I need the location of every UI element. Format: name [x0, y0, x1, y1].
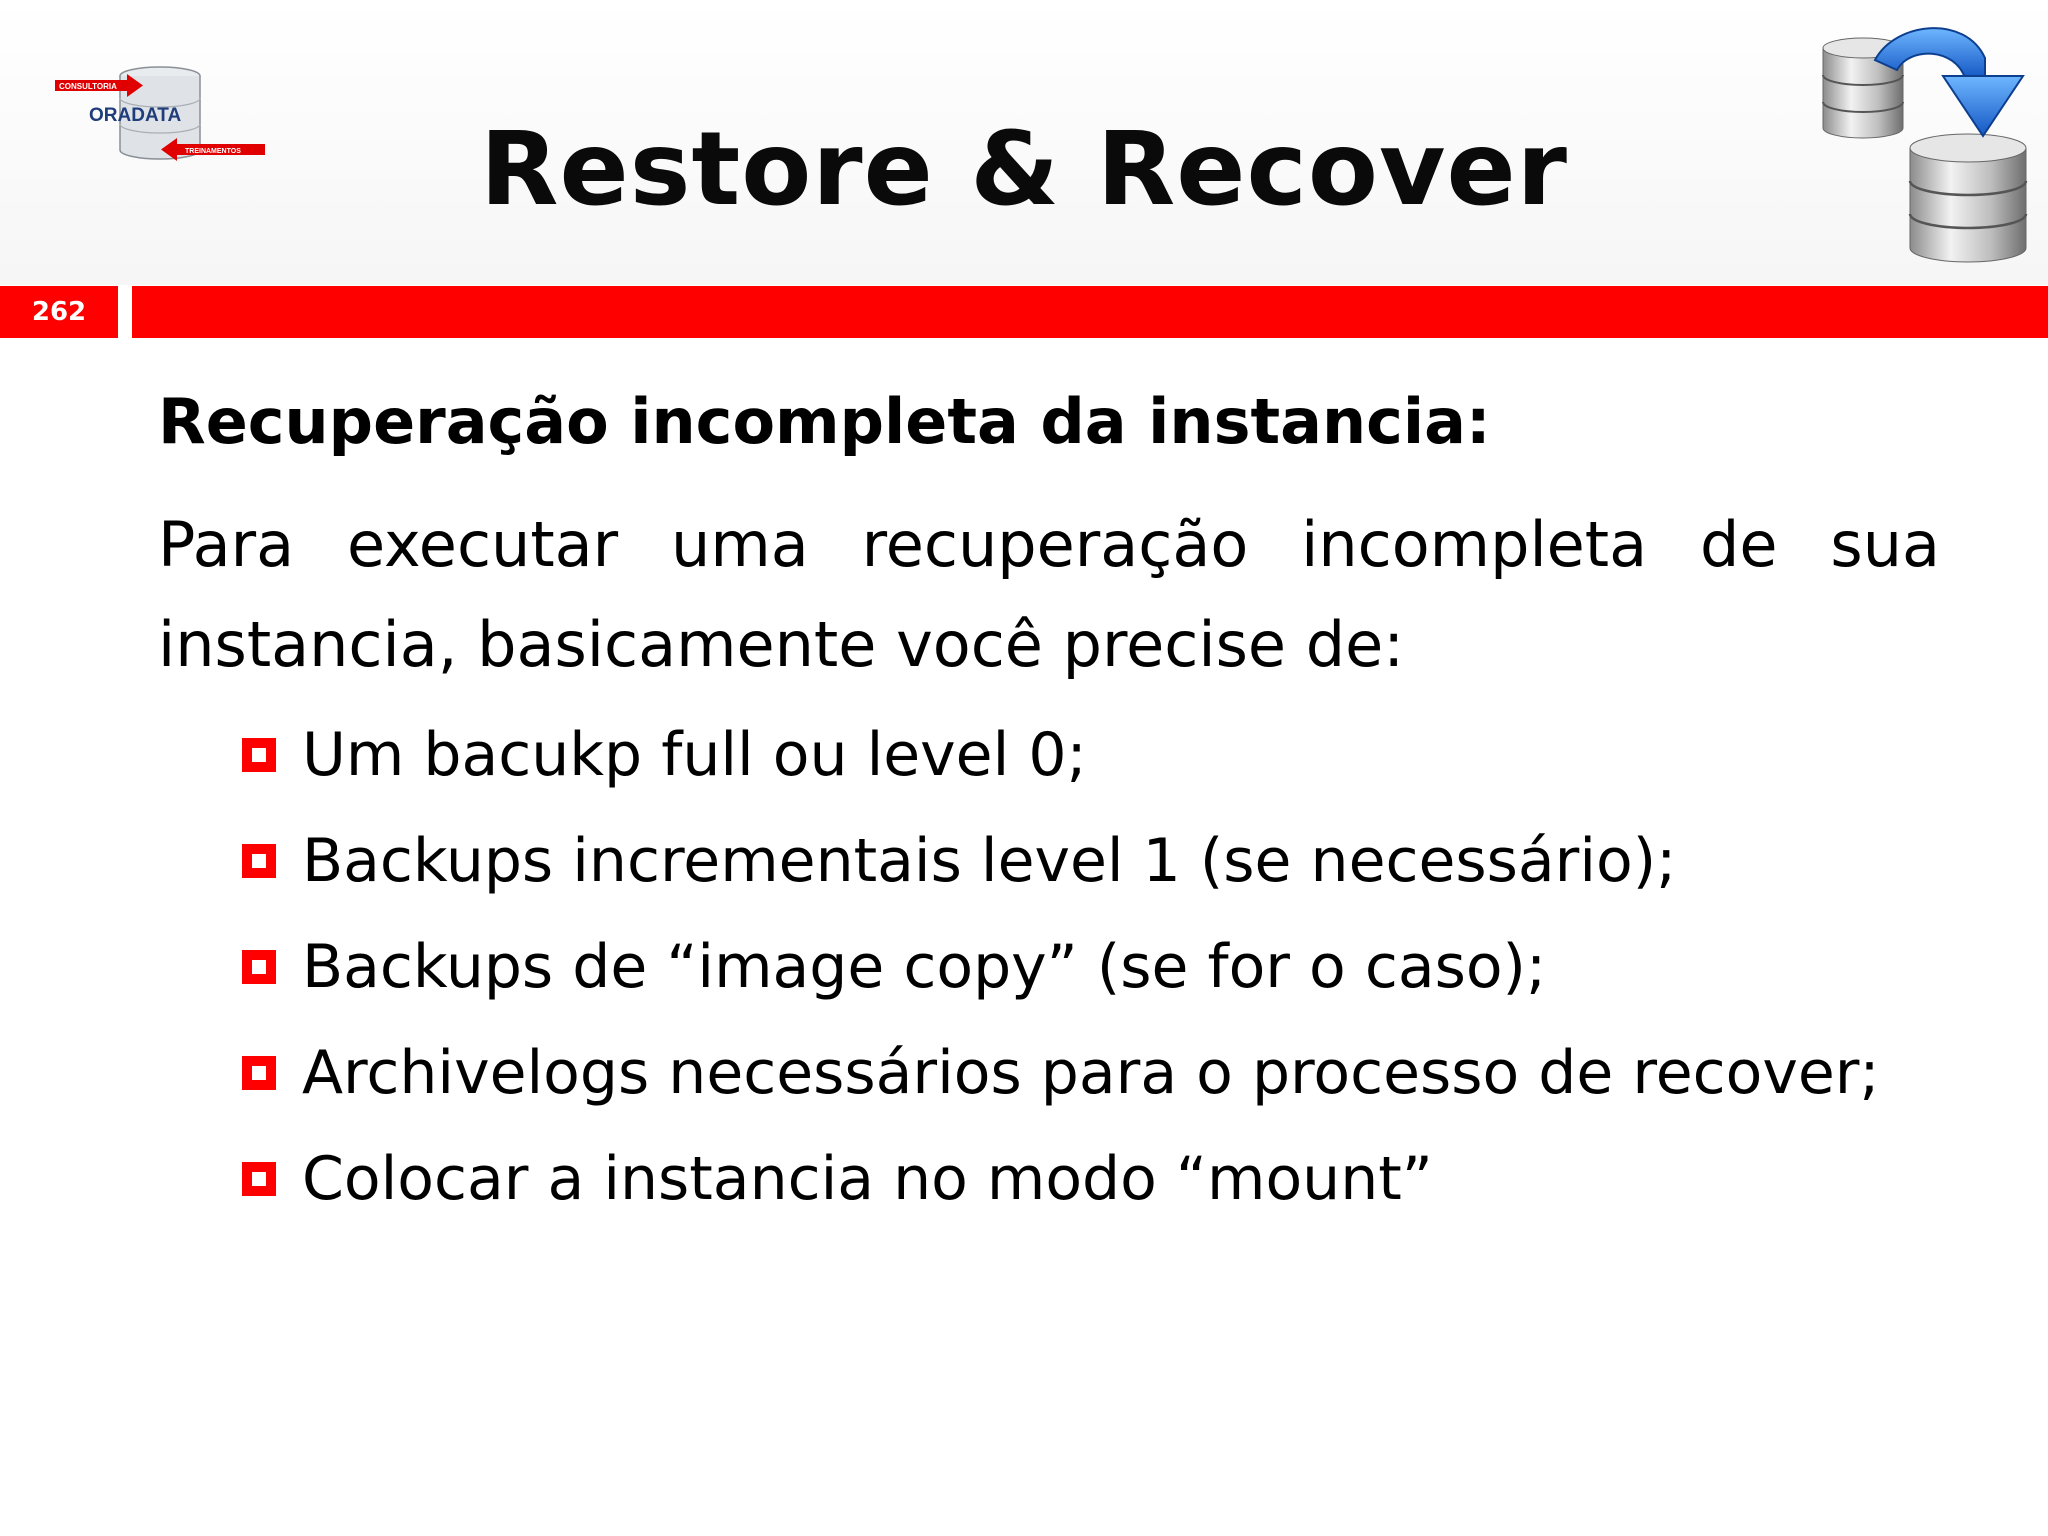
large-database-icon	[1910, 134, 2026, 262]
red-square-bullet-icon	[242, 738, 276, 772]
slide-number-box	[0, 286, 118, 338]
list-item-text: Colocar a instancia no modo “mount”	[302, 1144, 1433, 1214]
intro-paragraph: Para executar uma recuperação incompleta de sua instancia, basicamente você precise de:	[158, 508, 1940, 681]
red-square-bullet-icon	[242, 844, 276, 878]
list-item	[242, 917, 2002, 1023]
list-item	[242, 811, 2002, 917]
section-heading: Recuperação incompleta da instancia:	[158, 385, 1491, 458]
list-item-text: Backups de “image copy” (se for o caso);	[302, 932, 1547, 1002]
red-square-bullet-icon	[242, 950, 276, 984]
logo-top-tag: CONSULTORIA	[59, 82, 117, 91]
header-divider-bar	[132, 286, 2048, 338]
logo-bottom-tag: TREINAMENTOS	[185, 148, 241, 155]
list-item	[242, 705, 2002, 811]
logo-name: ORADATA	[89, 105, 182, 126]
database-restore-icon	[1815, 18, 2030, 268]
list-item	[242, 1023, 2002, 1129]
red-square-bullet-icon	[242, 1162, 276, 1196]
requirements-list	[242, 705, 2002, 1235]
list-item-text: Um bacukp full ou level 0;	[302, 720, 1087, 790]
list-item-text: Backups incrementais level 1 (se necessário);	[302, 826, 1677, 896]
list-item	[242, 1129, 2002, 1235]
slide-title: Restore & Recover	[480, 110, 1568, 229]
list-item-text: Archivelogs necessários para o processo de recover;	[302, 1038, 1880, 1108]
red-square-bullet-icon	[242, 1056, 276, 1090]
slide-number: 262	[31, 297, 87, 327]
